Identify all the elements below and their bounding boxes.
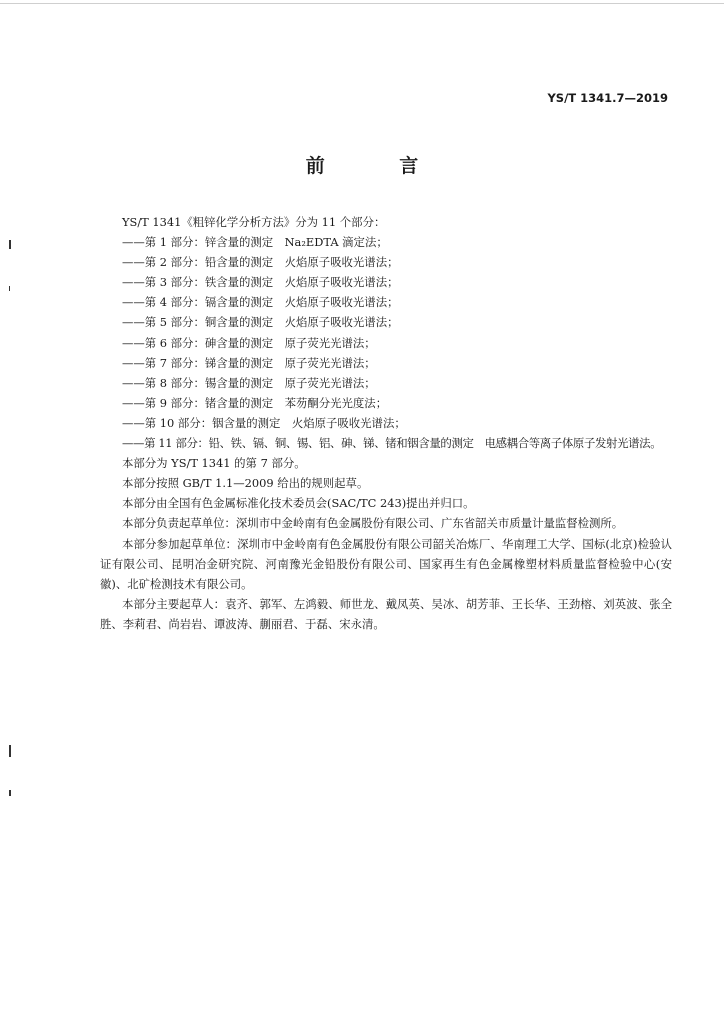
paragraph: 本部分负责起草单位：深圳市中金岭南有色金属股份有限公司、广东省韶关市质量计量监督检测所。 — [122, 516, 624, 531]
scan-mark — [9, 286, 10, 291]
paragraph: 本部分按照 GB/T 1.1—2009 给出的规则起草。 — [122, 476, 369, 491]
part-item: ——第 4 部分：镉含量的测定 火焰原子吸收光谱法； — [122, 295, 399, 310]
part-item: ——第 2 部分：铅含量的测定 火焰原子吸收光谱法； — [122, 255, 399, 270]
part-item: ——第 8 部分：锡含量的测定 原子荧光光谱法； — [122, 375, 376, 390]
paragraph: 本部分为 YS/T 1341 的第 7 部分。 — [122, 456, 306, 471]
paragraph: 本部分主要起草人：袁齐、郭军、左鸿毅、师世龙、戴凤英、吴冰、胡芳菲、王长华、王劲榕、刘英波、张全胜、李莉君、尚岩岩、谭波涛、蒯丽君、于磊、宋永清。 — [100, 596, 672, 631]
top-rule — [0, 3, 724, 4]
page-title: 前 言 — [305, 155, 453, 177]
standard-code: YS/T 1341.7—2019 — [547, 91, 668, 105]
part-item: ——第 6 部分：砷含量的测定 原子荧光光谱法； — [122, 335, 376, 350]
part-item: ——第 9 部分：锗含量的测定 苯芴酮分光光度法； — [122, 395, 388, 410]
part-item: ——第 5 部分：铜含量的测定 火焰原子吸收光谱法； — [122, 315, 399, 330]
part-item: ——第 10 部分：铟含量的测定 火焰原子吸收光谱法； — [122, 415, 406, 430]
part-item: ——第 11 部分：铅、铁、镉、铜、锡、铝、砷、锑、锗和铟含量的测定 电感耦合等离子体原子发射光谱法。 — [122, 436, 662, 451]
scan-mark — [9, 240, 11, 249]
paragraph: 本部分参加起草单位：深圳市中金岭南有色金属股份有限公司韶关冶炼厂、华南理工大学、国标(北京)检验认证有限公司、昆明冶金研究院、河南豫光金铅股份有限公司、国家再生有色金属橡塑材料质量监督检验中心(安徽)、北矿检测技术有限公司。 — [100, 536, 672, 591]
part-item: ——第 1 部分：锌含量的测定 Na₂EDTA 滴定法； — [122, 235, 388, 250]
foreword-body — [100, 212, 672, 634]
paragraph: 本部分由全国有色金属标准化技术委员会(SAC/TC 243)提出并归口。 — [122, 496, 475, 511]
scan-mark — [9, 790, 11, 796]
scan-mark — [9, 745, 11, 757]
intro-line: YS/T 1341《粗锌化学分析方法》分为 11 个部分： — [122, 215, 386, 229]
part-item: ——第 7 部分：锑含量的测定 原子荧光光谱法； — [122, 355, 376, 370]
part-item: ——第 3 部分：铁含量的测定 火焰原子吸收光谱法； — [122, 275, 399, 290]
